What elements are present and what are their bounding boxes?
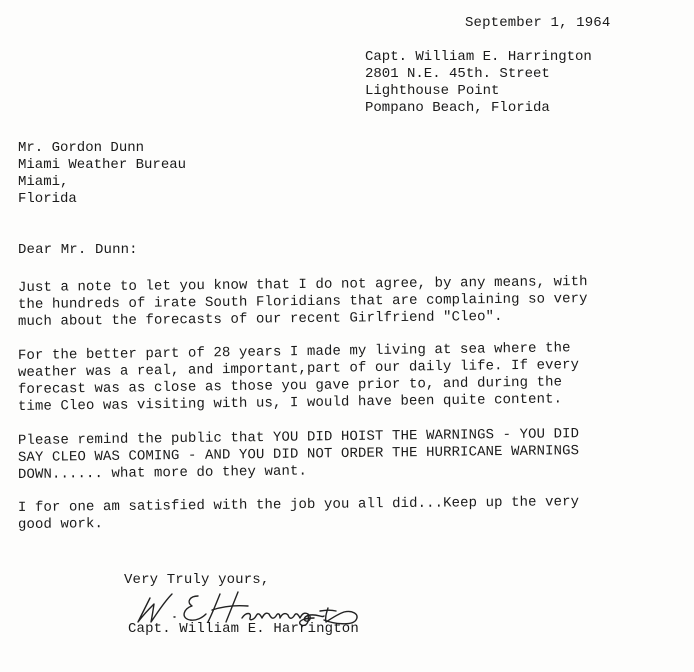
paragraph-line: the hundreds of irate South Floridians that are complaining so very — [17, 291, 588, 313]
letter-date: September 1, 1964 — [465, 15, 611, 31]
paragraph-line: For the better part of 28 years I made my living at sea where the — [17, 340, 571, 364]
recipient-address-line: Florida — [18, 191, 77, 207]
salutation: Dear Mr. Dunn: — [18, 242, 138, 258]
recipient-address — [18, 140, 186, 208]
handwritten-signature — [128, 584, 368, 626]
closing: Very Truly yours, — [124, 572, 270, 588]
signer-name: Capt. William E. Harrington — [128, 621, 359, 637]
recipient-address-line: Mr. Gordon Dunn — [18, 140, 145, 156]
recipient-address-line: Miami Weather Bureau — [18, 157, 187, 173]
paragraph-line: Just a note to let you know that I do not agree, by any means, with — [17, 274, 588, 296]
paragraph-line: Please remind the public that YOU DID HOIST THE WARNINGS - YOU DID — [17, 426, 580, 449]
paragraph-3 — [17, 426, 688, 484]
paragraph-2 — [17, 340, 688, 416]
paragraph-line: forecast was as close as those you gave prior to, and during the — [17, 374, 563, 398]
recipient-address-line: Miami, — [18, 174, 69, 190]
sender-address-line: Pompano Beach, Florida — [365, 100, 550, 116]
sender-address-line: Capt. William E. Harrington — [365, 49, 592, 65]
paragraph-4 — [17, 494, 688, 534]
paragraph-line: weather was a real, and important,part of our daily life. If every — [17, 357, 580, 381]
paragraph-line: SAY CLEO WAS COMING - AND YOU DID NOT ORDER THE HURRICANE WARNINGS — [17, 443, 580, 466]
paragraph-line: time Cleo was visiting with us, I would have been quite content. — [17, 391, 563, 415]
sender-address-line: 2801 N.E. 45th. Street — [365, 66, 550, 82]
paragraph-1 — [17, 274, 688, 331]
sender-address-line: Lighthouse Point — [365, 83, 500, 99]
paragraph-line: much about the forecasts of our recent Girlfriend "Cleo". — [17, 308, 503, 330]
paragraph-line: good work. — [17, 516, 104, 533]
paragraph-line: DOWN...... what more do they want. — [17, 463, 308, 483]
paragraph-line: I for one am satisfied with the job you all did...Keep up the very — [17, 494, 580, 516]
sender-address — [365, 49, 592, 117]
